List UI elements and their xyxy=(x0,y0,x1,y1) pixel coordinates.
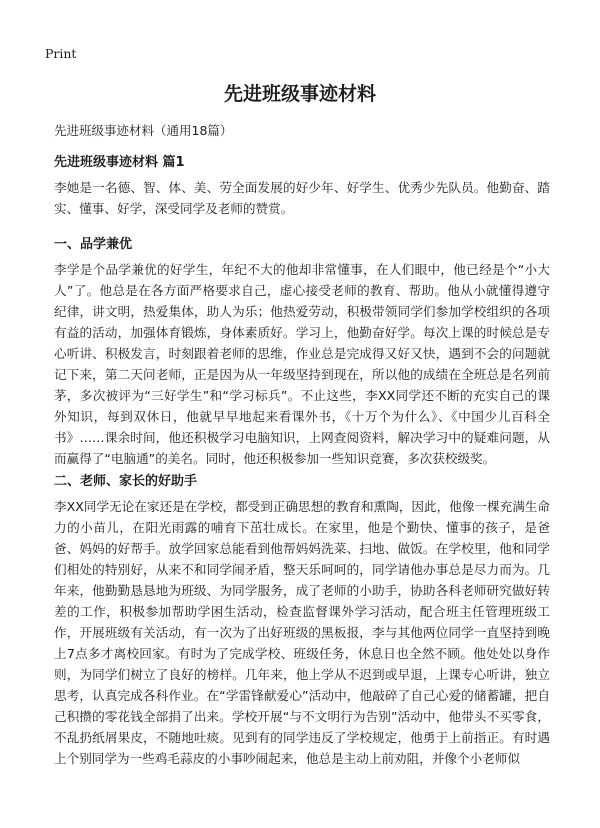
section-heading-2: 二、老师、家长的好助手 xyxy=(54,474,198,489)
document-title: 先进班级事迹材料 xyxy=(223,83,376,105)
section-body-1: 李学是个品学兼优的好学生，年纪不大的他却非常懂事，在人们眼中，他已经是个“小大人”了。他总是在各方面严格要求自己，虚心接受老师的教育、帮助。他从小就懂得遵守纪律，讲文明，热爱集体，助人为乐；他热爱劳动，积极带领同学们参加学校组织的各项有益的活动，加强体育锻炼，身体素质好。学习上，他勤奋好学。每次上课的时候总是专心听讲、积极发言，时刻跟着老师的思维，作业总是完成得又好又快，遇到不会的问题就记下来，第二天问老师，正是因为从一年级坚持到现在，所以他的成绩在全班总是名列前茅，多次被评为“三好学生”和“学习标兵”。不止这些，李XX同学还不断的充实自己的课外知识，每到双休日，他就早早地起来看课外书，《十万个为什么》、《中国少儿百科全书》……课余时间，他还积极学习电脑知识，上网查阅资料，解决学习中的疑难问题，从而赢得了“电脑通”的美名。同时，他还积极参加一些知识竞赛，多次获校级奖。 xyxy=(54,262,550,466)
article-heading: 先进班级事迹材料 篇1 xyxy=(54,155,185,170)
document-subtitle: 先进班级事迹材料（通用18篇） xyxy=(54,123,233,138)
intro-paragraph: 李她是一名德、智、体、美、劳全面发展的好少年、好学生、优秀少先队员。他勤奋、踏实、懂事、好学，深受同学及老师的赞赏。 xyxy=(54,180,550,216)
print-link[interactable]: Print xyxy=(45,46,77,61)
section-body-2: 李XX同学无论在家还是在学校，都受到正确思想的教育和熏陶，因此，他像一棵充满生命力的小苗儿，在阳光雨露的哺育下茁壮成长。在家里，他是个勤快、懂事的孩子，是爸爸、妈妈的好帮手。放学回家总能看到他帮妈妈洗菜、扫地、做饭。在学校里，他和同学们相处的特别好，从来不和同学闹矛盾，整天乐呵呵的，同学请他办事总是尽力而为。几年来，他勤勤恳恳地为班级、为同学服务，成了老师的小助手，协助各科老师研究做好转差的工作，积极参加帮助学困生活动，检查监督课外学习活动，配合班主任管理班级工作，开展班级有关活动，有一次为了出好班级的黑板报，李与其他两位同学一直坚持到晚上7点多才离校回家。有时为了完成学校、班级任务，休息日也全然不顾。他处处以身作则，为同学们树立了良好的榜样。几年来，他上学从不迟到或早退，上课专心听讲，独立思考，认真完成各科作业。在“学雷锋献爱心”活动中，他敲碎了自己心爱的储蓄罐，把自己积攒的零花钱全部捐了出来。学校开展“与不文明行为告别”活动中，他带头不买零食，不乱扔纸屑果皮，不随地吐痰。见到有的同学违反了学校规定，他勇于上前指正。有时遇上个别同学为一些鸡毛蒜皮的小事吵闹起来，他总是主动上前劝阻，并像个小老师似 xyxy=(54,499,550,766)
section-heading-1: 一、品学兼优 xyxy=(54,237,133,252)
